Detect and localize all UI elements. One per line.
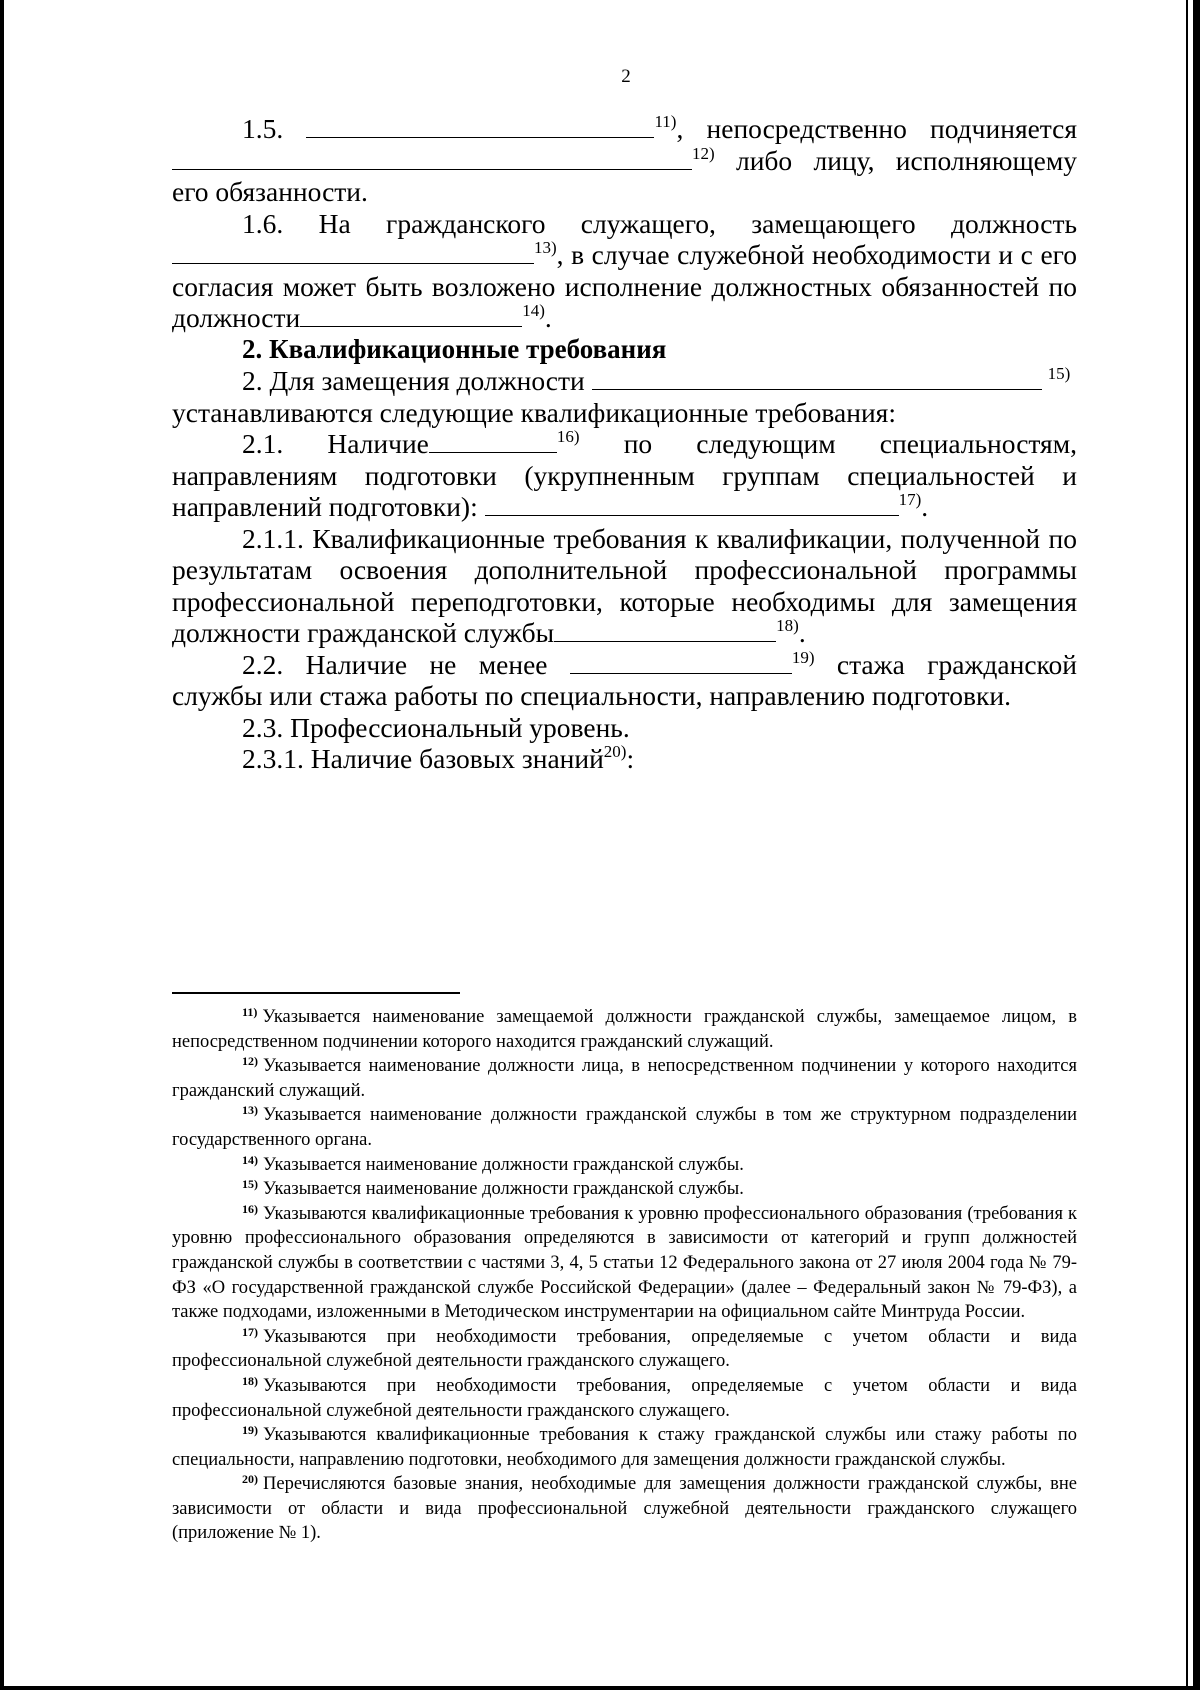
main-text xyxy=(172,113,1077,775)
blank-field-education xyxy=(429,430,557,453)
paragraph-1-6: 1.6. На гражданского служащего, замещающего должность $^{13)}$, в случае служебной необходимости и с его согласия может быть возложено исполнение должностных обязанностей по должности $^{14)}$. xyxy=(172,207,1077,333)
paragraph-2-2: 2.2. Наличие не менее $^{19)}$ стажа гражданской службы или стажа работы по специальности, направлению подготовки. xyxy=(172,647,1077,711)
footnote: $^{17)}$ Указываются при необходимости требования, определяемые с учетом области и вида профессиональной служебной деятельности гражданского служащего. xyxy=(172,1324,1077,1372)
blank-field-experience xyxy=(570,651,792,674)
paragraph-2-continued: устанавливаются следующие квалификационные требования: xyxy=(172,396,896,428)
paragraph-2: 2. Для замещения должности $^{15)}$ xyxy=(242,364,1071,396)
footnote-ref: 20) xyxy=(603,742,627,761)
footnote: $^{13)}$ Указывается наименование должности гражданской службы в том же структурном подразделении государственного органа. xyxy=(172,1103,1077,1150)
footnote: $^{12)}$ Указывается наименование должности лица, в непосредственном подчинении у которого находится гражданский служащий. xyxy=(172,1054,1077,1101)
footnote-ref: 16) xyxy=(556,427,580,446)
footnote: $^{16)}$ Указываются квалификационные требования к уровню профессионального образования (требования к уровню профессионального образования определяются в зависимости от категорий и групп должностей гражданской службы в соответствии с частями 3, 4, 5 статьи 12 Федерального закона от 27 июля 2004 года № 79-ФЗ «О государственной гражданской службе Российской Федерации» (далее – Федеральный закон № 79-ФЗ), а также подходами, изложенными в Методическом инструментарии на официальном сайте Минтруда России. xyxy=(172,1201,1077,1323)
paragraph-2-1: 2.1. Наличие $^{16)}$ по следующим специальностям, направлениям подготовки (укрупненным группам специальностей и направлений подготовки): $^{17)}$. xyxy=(172,427,1077,522)
footnotes xyxy=(172,1005,1077,1546)
footnote-separator xyxy=(172,992,460,994)
blank-field-position xyxy=(592,367,1042,390)
footnote-ref: 15) xyxy=(1047,364,1071,383)
footnote-ref: 11) xyxy=(654,112,677,131)
footnote: $^{11)}$ Указывается наименование замещаемой должности гражданской службы, замещаемое лицом, в непосредственном подчинении которого находится гражданский служащий. xyxy=(172,1005,1077,1052)
paragraph-2-3-1: 2.3.1. Наличие базовых знаний$^{20)}$: xyxy=(242,742,635,774)
paragraph-1-5: 1.5. $^{11)}$, непосредственно подчиняется $^{12)}$ либо лицу, исполняющему его обязанности. xyxy=(172,112,1078,207)
scan-edge-right-inner xyxy=(1186,0,1188,1690)
blank-field-position xyxy=(300,304,522,327)
footnote-ref: 12) xyxy=(692,143,715,163)
blank-field-qualification xyxy=(554,619,776,642)
footnote: $^{15)}$ Указывается наименование должности гражданской службы. xyxy=(242,1177,744,1200)
footnote-ref: 17) xyxy=(898,490,922,509)
section-heading: 2. Квалификационные требования xyxy=(242,333,667,364)
scan-edge-bottom xyxy=(0,1686,1200,1690)
footnote: $^{14)}$ Указывается наименование должности гражданской службы. xyxy=(242,1152,744,1175)
footnote: $^{19)}$ Указываются квалификационные требования к стажу гражданской службы или стажу работы по специальности, направлению подготовки, необходимого для замещения должности гражданской службы. xyxy=(172,1423,1077,1470)
footnote-ref: 19) xyxy=(791,647,815,667)
footnote-ref: 13) xyxy=(534,238,557,257)
scan-edge-right xyxy=(1193,0,1200,1690)
blank-field-specialties xyxy=(485,493,899,516)
footnote: $^{18)}$ Указываются при необходимости требования, определяемые с учетом области и вида профессиональной служебной деятельности гражданского служащего. xyxy=(172,1373,1077,1421)
paragraph-2-1-1: 2.1.1. Квалификационные требования к квалификации, полученной по результатам освоения дополнительной профессиональной программы профессиональной переподготовки, которые необходимы для замещения должности гражданской службы $^{18)}$. xyxy=(172,522,1077,648)
page-number: 2 xyxy=(621,66,631,87)
paragraph-2-3: 2.3. Профессиональный уровень. xyxy=(242,711,630,743)
scan-edge-left xyxy=(0,0,4,1690)
footnote-ref: 14) xyxy=(522,301,545,320)
blank-field-position xyxy=(306,115,654,138)
blank-field-supervisor xyxy=(172,147,692,170)
blank-field-position xyxy=(172,241,534,264)
footnote-ref: 18) xyxy=(776,616,799,635)
footnote: $^{20)}$ Перечисляются базовые знания, необходимые для замещения должности гражданской службы, вне зависимости от области и вида профессиональной служебной деятельности гражданского служащего (приложение № 1). xyxy=(172,1472,1077,1544)
